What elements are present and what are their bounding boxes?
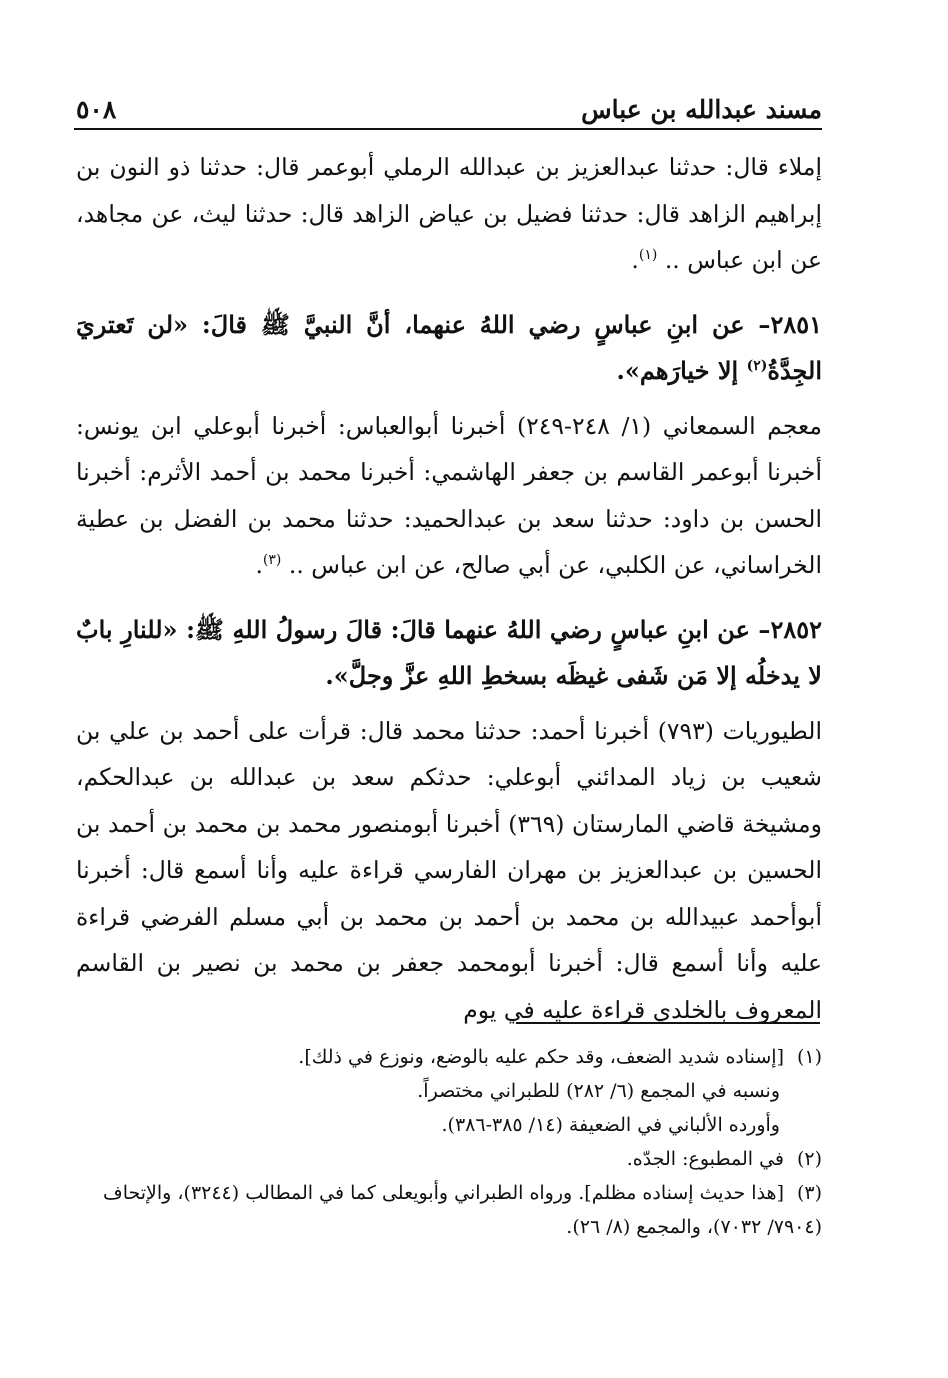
footnote-ref-1: (١) — [638, 247, 658, 264]
footnote-number: (٣) — [796, 1182, 822, 1204]
intro-paragraph — [76, 144, 822, 284]
hadith-text: – عن ابنِ عباسٍ رضي اللهُ عنهما قالَ: قالَ رسولُ اللهِ ﷺ: «للنارِ بابٌ لا يدخلُه إلا مَن شَفى غيظَه بسخطِ اللهِ عزَّ وجلَّ». — [76, 614, 822, 690]
footnote-1-line-3 — [76, 1108, 822, 1142]
source-text: معجم السمعاني (١/ ٢٤٨-٢٤٩) أخبرنا أبوالعباس: أخبرنا أبوعلي ابن يونس: أخبرنا أبوعمر القاسم بن جعفر الهاشمي: أخبرنا محمد بن أحمد الأثرم: أخبرنا الحسن بن داود: حدثنا سعد بن عبدالحميد: حدثنا محمد بن الفضل بن عطية الخراساني، عن الكلبي، عن أبي صالح، عن ابن عباس .. — [76, 411, 822, 579]
spacer — [76, 589, 822, 607]
hadith-2851 — [76, 302, 822, 395]
spacer — [76, 395, 822, 403]
footnote-number: (١) — [796, 1046, 822, 1068]
intro-text: إملاء قال: حدثنا عبدالعزيز بن عبدالله الرملي أبوعمر قال: حدثنا ذو النون بن إبراهيم الزاهد قال: حدثنا فضيل بن عياض الزاهد قال: حدثنا ليث، عن مجاهد، عن ابن عباس .. — [76, 153, 822, 274]
source-2851 — [76, 403, 822, 589]
main-text — [76, 144, 822, 1033]
footnote-3 — [76, 1176, 822, 1244]
hadith-2852 — [76, 607, 822, 700]
source-end: . — [255, 551, 263, 579]
header-rule — [74, 128, 822, 130]
hadith-number: ٢٨٥٢ — [770, 614, 822, 644]
footnote-rule — [516, 1022, 820, 1024]
footnote-line: [هذا حديث إسناده مظلم]. ورواه الطبراني وأبويعلى كما في المطالب (٣٢٤٤)، والإتحاف (٧٩٠٤/ ٧٠٣٢)، والمجمع (٨/ ٢٦). — [103, 1182, 822, 1238]
footnote-ref-2: (٢) — [746, 358, 768, 374]
footnote-line: [إسناده شديد الضعف، وقد حكم عليه بالوضع، ونوزع في ذلك]. — [298, 1046, 784, 1068]
spacer — [76, 284, 822, 302]
footnote-1 — [76, 1040, 822, 1074]
running-title: مسند عبدالله بن عباس — [581, 95, 822, 124]
intro-end: . — [631, 246, 639, 274]
footnote-1-line-2 — [76, 1074, 822, 1108]
hadith-text-a: – عن ابنِ عباسٍ رضي اللهُ عنهما، أنَّ النبيَّ ﷺ قالَ: «لن تَعتريَ الجِدَّةُ — [76, 309, 822, 385]
footnote-line: في المطبوع: الجدّه. — [626, 1148, 784, 1170]
page-header — [76, 84, 822, 124]
hadith-number: ٢٨٥١ — [770, 309, 822, 339]
source-text: الطيوريات (٧٩٣) أخبرنا أحمد: حدثنا محمد قال: قرأت على أحمد بن علي بن شعيب بن زياد المدائني أبوعلي: حدثكم سعد بن عبدالله بن عبدالحكم، ومشيخة قاضي المارستان (٣٦٩) أخبرنا أبومنصور محمد بن محمد بن أحمد بن الحسين بن عبدالعزيز بن مهران الفارسي قراءة عليه وأنا أسمع قال: أخبرنا أبوأحمد عبيدالله بن محمد بن أحمد بن محمد بن أبي مسلم الفرضي قراءة عليه وأنا أسمع قال: أخبرنا أبومحمد جعفر بن محمد بن نصير بن القاسم المعروف بالخلدي قراءة عليه في يوم — [76, 716, 822, 1024]
footnote-line: ونسبه في المجمع (٦/ ٢٨٢) للطبراني مختصراً. — [417, 1080, 780, 1102]
footnote-line: وأورده الألباني في الضعيفة (١٤/ ٣٨٥-٣٨٦). — [441, 1114, 780, 1136]
page-number: ٥٠٨ — [76, 95, 117, 124]
footnote-2 — [76, 1142, 822, 1176]
source-2852 — [76, 708, 822, 1034]
spacer — [76, 700, 822, 708]
footnotes — [76, 1040, 822, 1244]
footnote-ref-3: (٣) — [262, 552, 282, 569]
hadith-text-b: إلا خيارَهم». — [616, 356, 747, 385]
footnote-number: (٢) — [796, 1148, 822, 1170]
